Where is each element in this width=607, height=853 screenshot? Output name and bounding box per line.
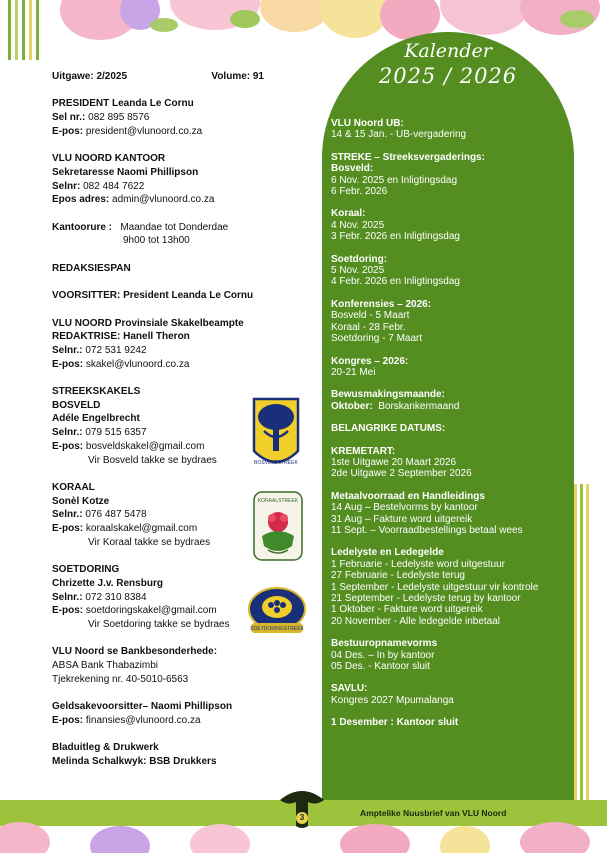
- koraal-emblem: [252, 490, 304, 562]
- calendar-list: [331, 118, 571, 740]
- label: E-pos:: [52, 125, 84, 137]
- label: Sel nr.:: [52, 112, 86, 124]
- label: E-pos:: [52, 358, 84, 370]
- flower-border-bottom: [0, 818, 607, 853]
- soetdoring-note: Vir Soetdoring takke se bydraes: [88, 618, 230, 630]
- cal-item: Koraal - 28 Febr.: [331, 321, 406, 333]
- issue-header: [52, 70, 264, 84]
- label: Selnr.:: [52, 427, 83, 439]
- cal-item: 1 Oktober - Fakture word uitgereik: [331, 604, 483, 616]
- value: Maandae tot Donderdae: [120, 221, 229, 233]
- cal-kongres-heading: Kongres – 2026:: [331, 355, 409, 367]
- cal-item: 14 Aug – Bestelvorms by kantoor: [331, 502, 478, 514]
- cal-item: 20-21 Mei: [331, 366, 376, 378]
- provincial-heading: VLU NOORD Provinsiale Skakelbeampte: [52, 317, 244, 329]
- cal-soetdoring-heading: Soetdoring:: [331, 253, 388, 265]
- label: Selnr:: [52, 180, 81, 192]
- email-link[interactable]: soetdoringskakel@gmail.com: [85, 605, 217, 617]
- cal-item: Bosveld - 5 Maart: [331, 310, 410, 322]
- chair-line: VOORSITTER: President Leanda Le Cornu: [52, 290, 254, 302]
- calendar-title-years: 2025 / 2026: [378, 64, 518, 88]
- cal-item: 27 Februarie - Ledelyste terug: [331, 570, 465, 582]
- bosveld-region: BOSVELD: [52, 399, 101, 411]
- office-heading: VLU NOORD KANTOOR: [52, 153, 166, 165]
- treasurer-name: Geldsakevoorsitter– Naomi Phillipson: [52, 701, 233, 713]
- cal-item: 31 Aug – Fakture word uitgereik: [331, 513, 473, 525]
- label: Epos adres:: [52, 194, 110, 206]
- bank-heading: VLU Noord se Bankbesonderhede:: [52, 646, 218, 658]
- cal-item: 20 November - Alle ledegelde inbetaal: [331, 615, 500, 627]
- regional-heading: STREEKSKAKELS: [52, 386, 141, 398]
- cal-bewus-value: Borskankermaand: [378, 400, 460, 412]
- label: E-pos:: [52, 523, 84, 535]
- cal-item: 5 Nov. 2025: [331, 265, 385, 277]
- cal-item: [331, 401, 571, 412]
- cal-metaal-heading: Metaalvoorraad en Handleidings: [331, 490, 485, 502]
- soetdoring-emblem: [247, 585, 307, 637]
- cal-closing: 1 Desember : Kantoor sluit: [331, 717, 459, 729]
- calendar-title-word: Kalender: [404, 40, 492, 62]
- cal-item: Kongres 2027 Mpumalanga: [331, 694, 454, 706]
- cal-savlu-heading: SAVLU:: [331, 683, 368, 695]
- email-link[interactable]: admin@vlunoord.co.za: [112, 194, 215, 206]
- editor-cell: [52, 344, 317, 358]
- cal-item: 6 Febr. 2026: [331, 186, 388, 198]
- bosveld-emblem: [250, 395, 302, 473]
- cal-item: 1 Februarie - Ledelyste word uitgestuur: [331, 558, 505, 570]
- label: E-pos:: [52, 440, 84, 452]
- office-hours-time: 9h00 tot 13h00: [123, 235, 190, 247]
- value: 079 515 6357: [85, 427, 147, 439]
- koraal-emblem-text: KORAALSTREEK: [257, 498, 299, 504]
- bosveld-note: Vir Bosveld takke se bydraes: [88, 454, 217, 466]
- label: Selnr.:: [52, 591, 83, 603]
- label: E-pos:: [52, 714, 84, 726]
- cal-item: Soetdoring - 7 Maart: [331, 333, 423, 345]
- soetdoring-emblem-text: SOETDORINGSTREEK: [250, 626, 304, 632]
- footer-text: Amptelike Nuusbrief van VLU Noord: [360, 808, 507, 818]
- cal-item: 6 Nov. 2025 en Inligtingsdag: [331, 174, 458, 186]
- secretary-name: Sekretaresse Naomi Phillipson: [52, 166, 199, 178]
- cal-streke-heading: STREKE – Streeksvergaderings:: [331, 151, 485, 163]
- value: 072 531 9242: [85, 344, 147, 356]
- value: 076 487 5478: [85, 509, 147, 521]
- cal-ub-heading: VLU Noord UB:: [331, 118, 404, 129]
- bosveld-emblem-text: BOSVELDSTREEK: [254, 460, 298, 466]
- email-link[interactable]: bosveldskakel@gmail.com: [85, 440, 205, 452]
- bosveld-name: Adéle Engelbrecht: [52, 413, 140, 425]
- volume-number: Volume: 91: [211, 71, 264, 82]
- decorative-stripes-left: [8, 0, 44, 60]
- cal-item: 04 Des. – In by kantoor: [331, 649, 435, 661]
- editorial-heading: REDAKSIESPAN: [52, 262, 131, 274]
- cal-item: 2de Uitgawe 2 September 2026: [331, 468, 472, 480]
- president-cell: [52, 111, 317, 125]
- cal-item: 14 & 15 Jan. - UB-vergadering: [331, 129, 467, 141]
- cal-item: 11 Sept. – Voorraadbestellings betaal wees: [331, 524, 523, 536]
- value: 082 484 7622: [83, 180, 145, 192]
- office-hours: [52, 221, 317, 235]
- secretary-cell: [52, 180, 317, 194]
- koraal-region: KORAAL: [52, 481, 95, 493]
- cal-item: 4 Nov. 2025: [331, 219, 385, 231]
- email-link[interactable]: president@vlunoord.co.za: [85, 125, 203, 137]
- cal-konf-heading: Konferensies – 2026:: [331, 298, 432, 310]
- president-email: [52, 125, 317, 139]
- cal-item: 1ste Uitgawe 20 Maart 2026: [331, 456, 457, 468]
- label: Kantoorure :: [52, 221, 112, 233]
- layout-heading: Bladuitleg & Drukwerk: [52, 742, 159, 754]
- value: 082 895 8576: [88, 112, 150, 124]
- label: Selnr.:: [52, 509, 83, 521]
- cal-bewus-label: Oktober:: [331, 400, 373, 412]
- cal-bewus-heading: Bewusmakingsmaande:: [331, 389, 445, 401]
- cal-bosveld-heading: Bosveld:: [331, 163, 374, 175]
- bank-account: Tjekrekening nr. 40-5010-6563: [52, 673, 189, 685]
- cal-koraal-heading: Koraal:: [331, 208, 366, 220]
- email-link[interactable]: skakel@vlunoord.co.za: [85, 358, 190, 370]
- calendar-title: [322, 40, 574, 88]
- cal-item: 4 Febr. 2026 en Inligtingsdag: [331, 276, 460, 288]
- page-number: 3: [296, 812, 308, 824]
- printer-name: Melinda Schalkwyk: BSB Drukkers: [52, 755, 217, 767]
- soetdoring-region: SOETDORING: [52, 564, 120, 576]
- secretary-email: [52, 193, 317, 207]
- treasurer-email: [52, 714, 317, 728]
- value: 072 310 8384: [85, 591, 147, 603]
- cal-item: 3 Febr. 2026 en Inligtingsdag: [331, 231, 460, 243]
- cal-item: 1 September - Ledelyste uitgestuur vir kontrole: [331, 581, 539, 593]
- label: Selnr.:: [52, 344, 83, 356]
- koraal-note: Vir Koraal takke se bydraes: [88, 536, 211, 548]
- koraal-name: Sonèl Kotze: [52, 495, 110, 507]
- label: E-pos:: [52, 605, 84, 617]
- editor-email: [52, 358, 317, 372]
- cal-ledelyste-heading: Ledelyste en Ledegelde: [331, 547, 444, 559]
- cal-item: 05 Des. - Kantoor sluit: [331, 661, 430, 673]
- decorative-stripes-right: [574, 484, 594, 804]
- cal-datums-heading: BELANGRIKE DATUMS:: [331, 423, 446, 435]
- email-link[interactable]: koraalskakel@gmail.com: [85, 523, 198, 535]
- cal-bestuur-heading: Bestuuropnamevorms: [331, 638, 438, 650]
- cal-kremetart-heading: KREMETART:: [331, 445, 396, 457]
- cal-item: 21 September - Ledelyste terug by kantoor: [331, 593, 521, 604]
- soetdoring-name: Chrizette J.v. Rensburg: [52, 577, 163, 589]
- bank-name: ABSA Bank Thabazimbi: [52, 660, 158, 672]
- editor-name: REDAKTRISE: Hanell Theron: [52, 331, 190, 343]
- issue-number: Uitgawe: 2/2025: [52, 71, 128, 82]
- president-heading: PRESIDENT Leanda Le Cornu: [52, 98, 194, 110]
- email-link[interactable]: finansies@vlunoord.co.za: [85, 714, 201, 726]
